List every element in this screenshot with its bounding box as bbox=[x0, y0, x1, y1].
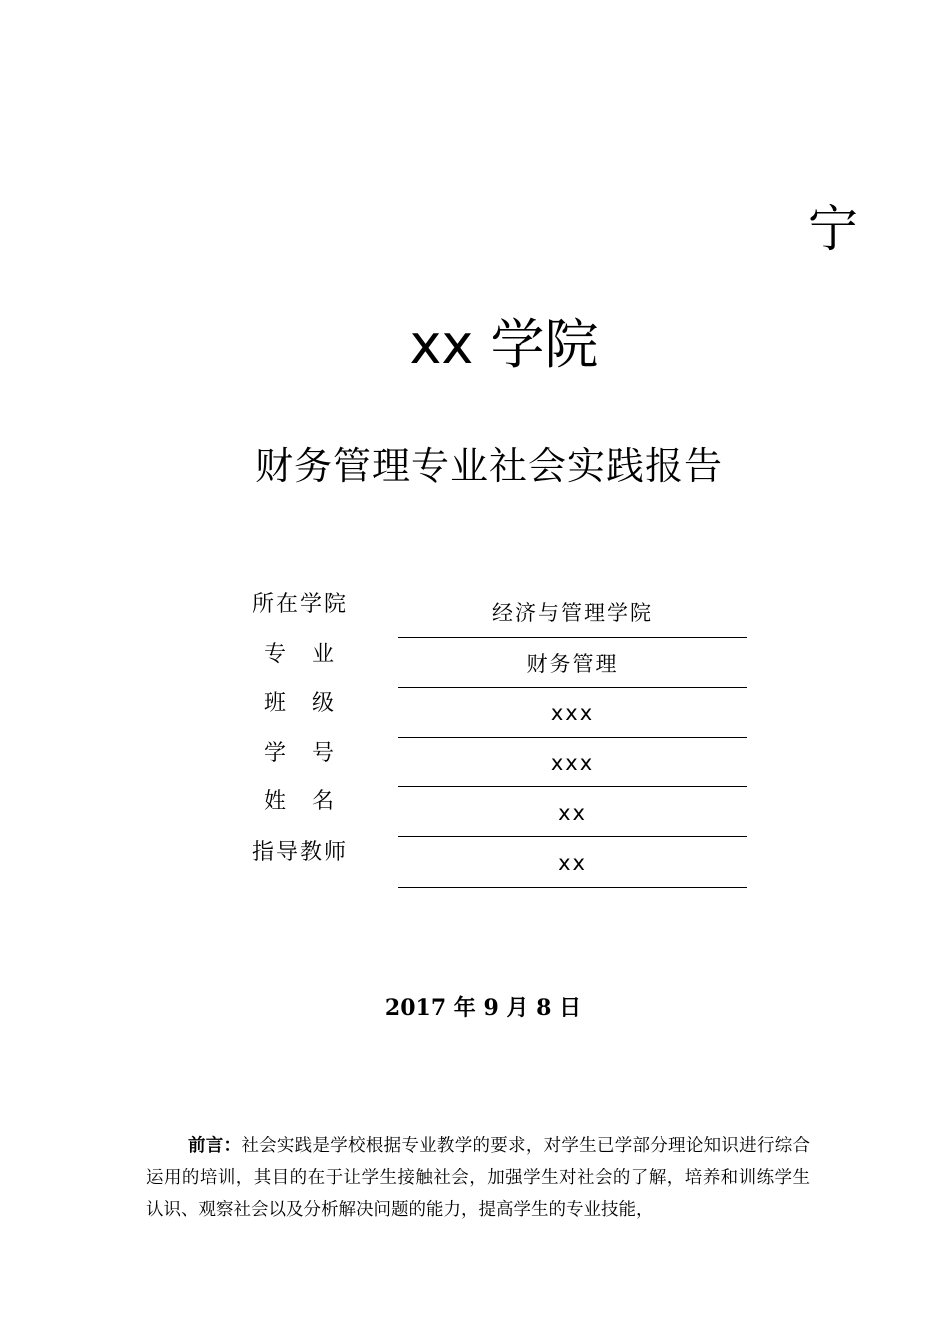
info-value-name: xx bbox=[558, 801, 587, 825]
corner-character: 宁 bbox=[808, 200, 858, 258]
info-value-class: xxx bbox=[550, 701, 595, 725]
info-underline bbox=[398, 836, 747, 837]
info-value-advisor: xx bbox=[558, 851, 587, 875]
info-value-major: 财务管理 bbox=[526, 652, 619, 676]
info-underline bbox=[398, 887, 747, 888]
info-label-college: 所在学院 bbox=[251, 592, 348, 617]
info-underline bbox=[398, 687, 747, 688]
info-label-class: 班 级 bbox=[263, 691, 336, 716]
info-label-student-id: 学 号 bbox=[263, 741, 336, 766]
info-value-college: 经济与管理学院 bbox=[492, 601, 653, 625]
preface-text: 社会实践是学校根据专业教学的要求，对学生已学部分理论知识进行综合运用的培训，其目的在于让学生接触社会，加强学生对社会的了解，培养和训练学生认识、观察社会以及分析解决问题的能力，提高学生的专业技能， bbox=[146, 1136, 811, 1220]
preface-paragraph bbox=[146, 1130, 810, 1226]
info-label-major: 专 业 bbox=[263, 642, 336, 667]
info-label-name: 姓 名 bbox=[263, 789, 336, 814]
info-label-advisor: 指导教师 bbox=[251, 840, 348, 865]
info-underline bbox=[398, 737, 747, 738]
college-name: xx 学院 bbox=[409, 313, 599, 376]
info-underline bbox=[398, 637, 747, 638]
report-title: 财务管理专业社会实践报告 bbox=[254, 444, 723, 488]
info-underline bbox=[398, 786, 747, 787]
info-value-student-id: xxx bbox=[550, 751, 595, 775]
preface-heading: 前言： bbox=[188, 1136, 242, 1156]
report-date: 2017 年 9 月 8 日 bbox=[384, 995, 582, 1021]
